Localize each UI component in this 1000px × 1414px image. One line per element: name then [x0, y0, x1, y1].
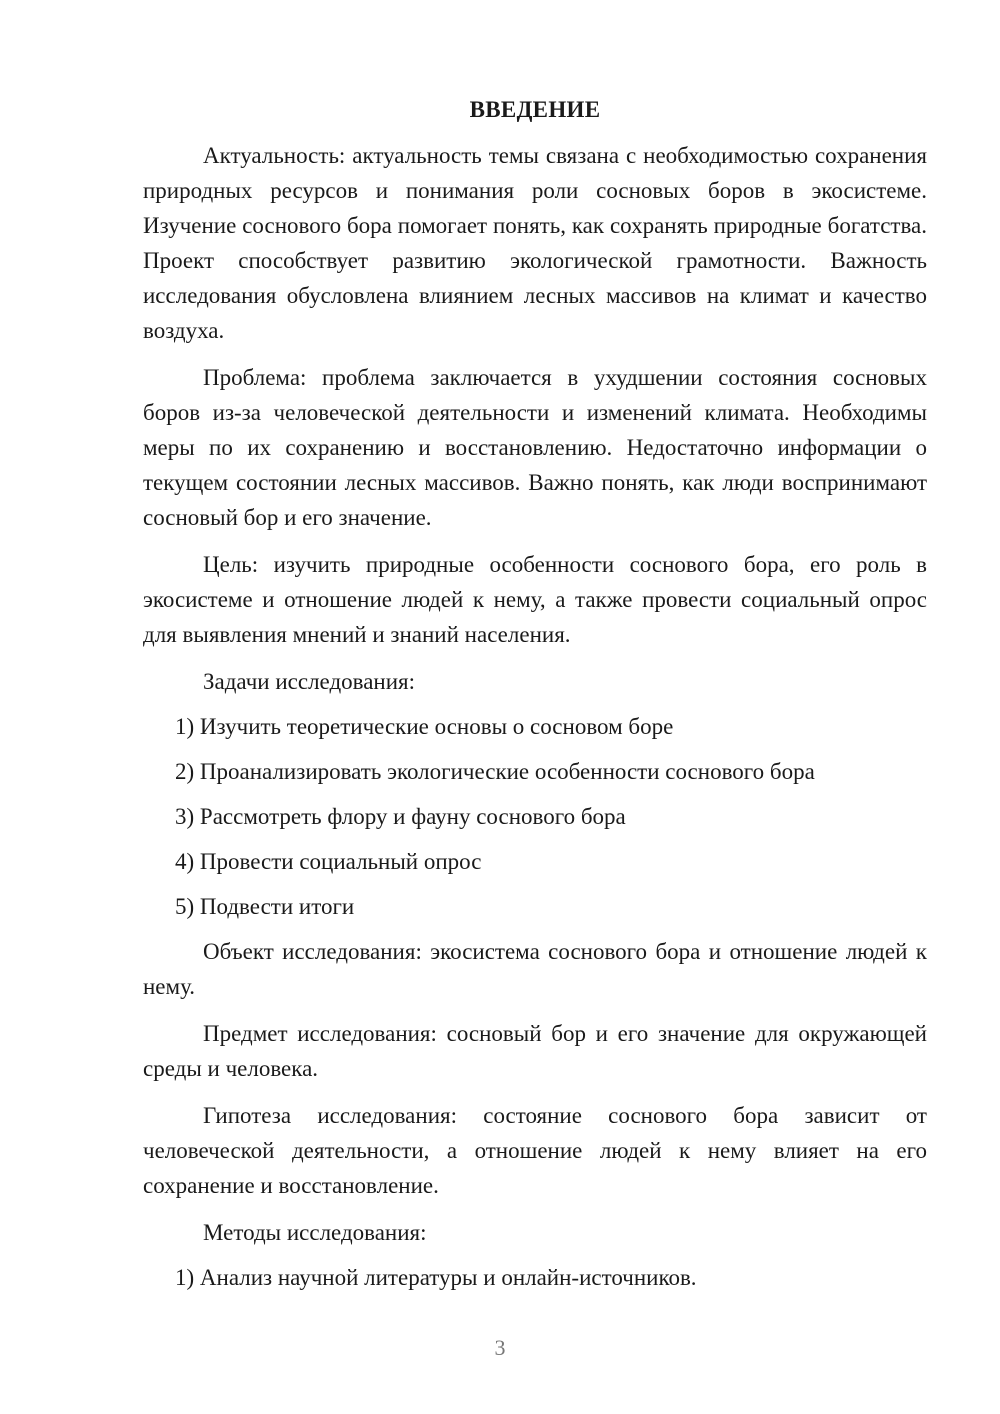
tasks-heading: Задачи исследования:: [203, 669, 416, 694]
object-paragraph: Объект исследования: экосистема соснового бора и отношение людей к нему.: [143, 939, 927, 999]
task-item-5: 5) Подвести итоги: [175, 894, 355, 919]
subject-paragraph: Предмет исследования: сосновый бор и его значение для окружающей среды и человека.: [143, 1021, 927, 1081]
text-column: [143, 92, 927, 1305]
task-item-3: 3) Рассмотреть флору и фауну соснового бора: [175, 804, 626, 829]
page-number: 3: [494, 1335, 506, 1360]
hypothesis-paragraph: Гипотеза исследования: состояние соснового бора зависит от человеческой деятельности, а отношение людей к нему влияет на его сохранение и восстановление.: [143, 1103, 927, 1198]
goal-paragraph: Цель: изучить природные особенности соснового бора, его роль в экосистеме и отношение людей к нему, а также провести социальный опрос для выявления мнений и знаний населения.: [143, 552, 927, 647]
methods-heading: Методы исследования:: [203, 1220, 427, 1245]
page-title: ВВЕДЕНИЕ: [469, 97, 601, 122]
task-item-1: 1) Изучить теоретические основы о сосновом боре: [175, 714, 674, 739]
task-item-2: 2) Проанализировать экологические особенности соснового бора: [175, 759, 815, 784]
method-item-1: 1) Анализ научной литературы и онлайн-источников.: [175, 1265, 697, 1290]
task-item-4: 4) Провести социальный опрос: [175, 849, 482, 874]
problem-paragraph: Проблема: проблема заключается в ухудшении состояния сосновых боров из-за человеческой деятельности и изменений климата. Необходимы меры по их сохранению и восстановлению. Недостаточно информации о текущем состоянии лесных массивов. Важно понять, как люди воспринимают сосновый бор и его значение.: [143, 365, 927, 530]
relevance-paragraph: Актуальность: актуальность темы связана с необходимостью сохранения природных ресурсов и понимания роли сосновых боров в экосистеме. Изучение соснового бора помогает понять, как сохранять природные богатства. Проект способствует развитию экологической грамотности. Важность исследования обусловлена влиянием лесных массивов на климат и качество воздуха.: [143, 143, 927, 343]
